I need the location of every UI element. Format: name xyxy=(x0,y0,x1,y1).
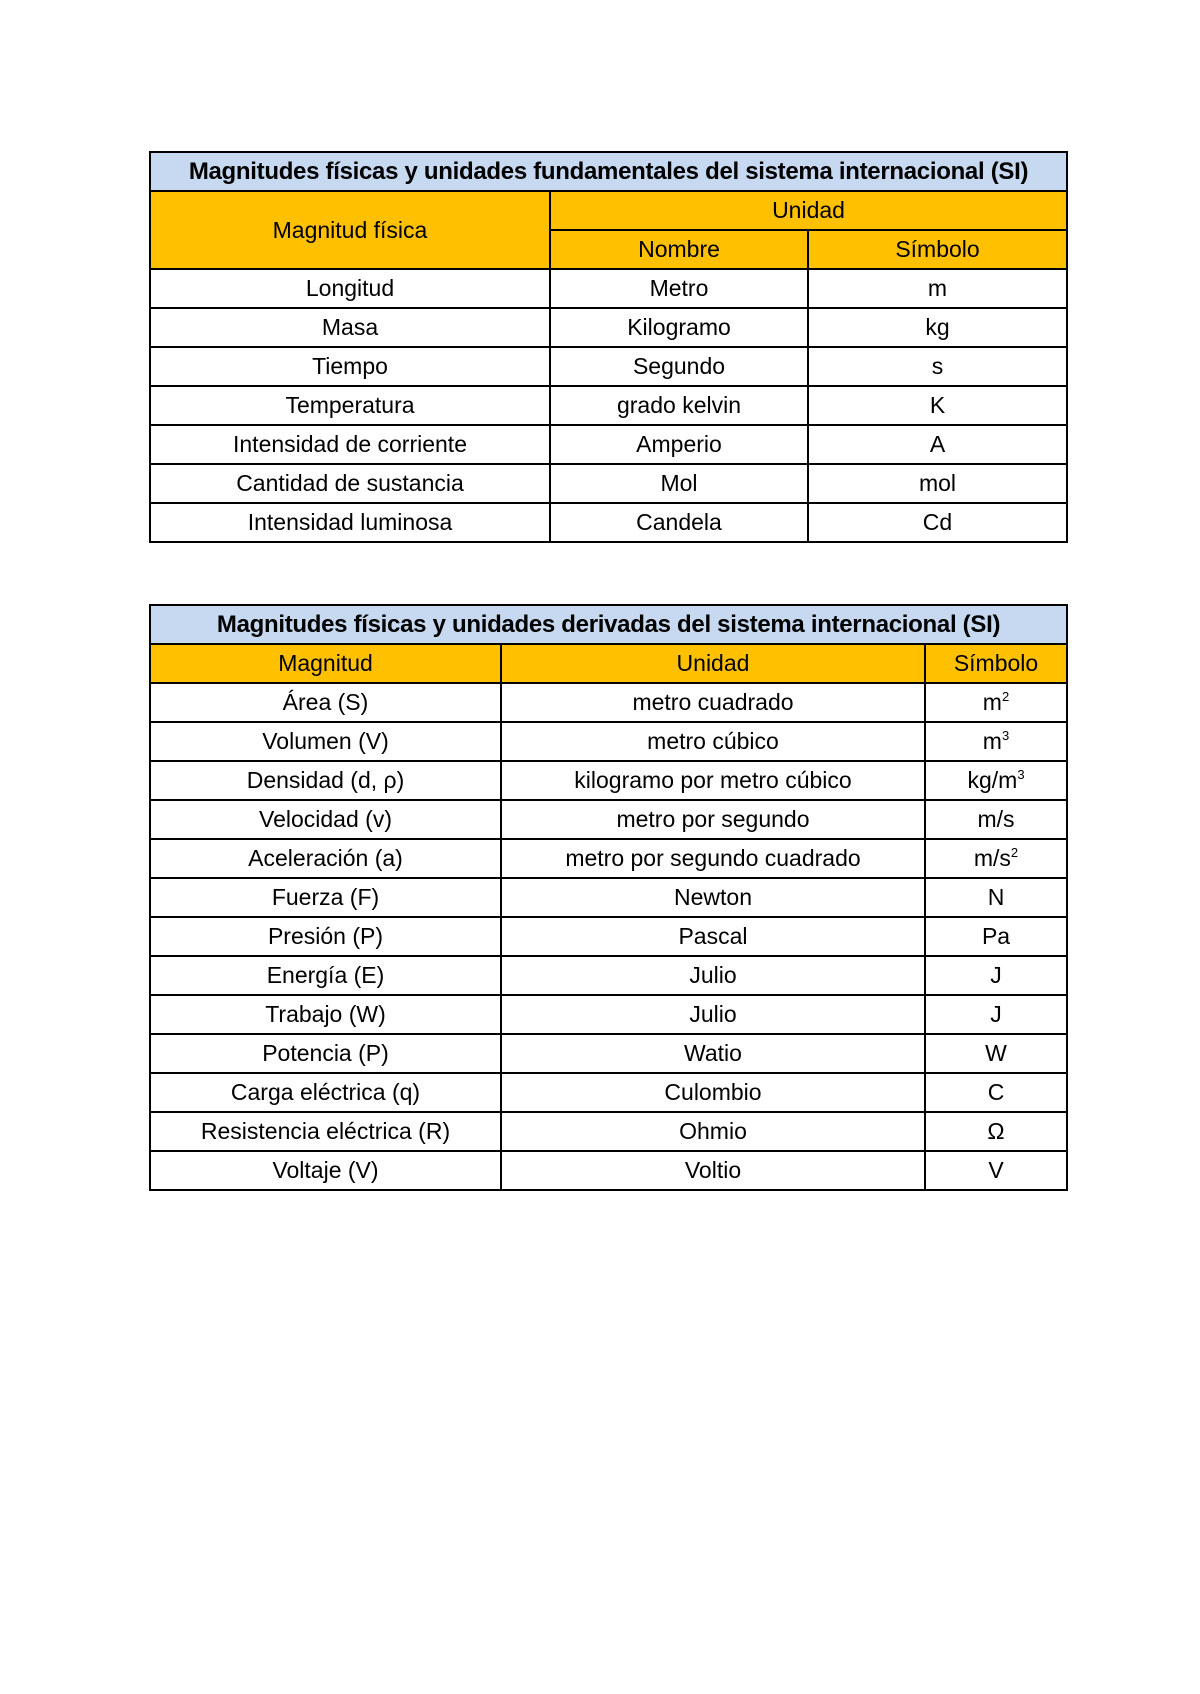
symbol-cell xyxy=(925,1034,1067,1073)
magnitude-cell xyxy=(150,722,501,761)
unit-cell xyxy=(501,800,925,839)
table-row xyxy=(150,386,1067,425)
table1-title: Magnitudes físicas y unidades fundamentales del sistema internacional (SI) xyxy=(150,152,1067,191)
fundamental-units-table xyxy=(149,151,1068,543)
unit-cell-text: Julio xyxy=(689,1001,737,1027)
magnitude-cell-text: Potencia (P) xyxy=(262,1040,389,1066)
table-row xyxy=(150,1151,1067,1190)
table-row xyxy=(150,1112,1067,1151)
magnitude-cell xyxy=(150,761,501,800)
unit-cell xyxy=(501,1034,925,1073)
table-row xyxy=(150,683,1067,722)
magnitude-cell xyxy=(150,878,501,917)
symbol-cell-text: m/s xyxy=(973,845,1011,871)
magnitude-cell-text: Presión (P) xyxy=(267,923,384,949)
symbol-cell-text: J xyxy=(990,962,1002,988)
table2-title: Magnitudes físicas y unidades derivadas del sistema internacional (SI) xyxy=(150,605,1067,644)
unit-cell-text: metro por segundo xyxy=(616,806,810,832)
magnitude-cell-text: Resistencia eléctrica (R) xyxy=(200,1118,451,1144)
symbol-cell-text: m xyxy=(927,275,948,301)
symbol-cell xyxy=(925,761,1067,800)
symbol-exponent: 3 xyxy=(1001,728,1010,743)
unit-name-cell xyxy=(550,425,808,464)
unit-cell xyxy=(501,839,925,878)
unit-name-cell-text: Mol xyxy=(660,470,698,496)
symbol-cell-text: K xyxy=(929,392,946,418)
symbol-cell xyxy=(808,347,1067,386)
symbol-cell xyxy=(925,839,1067,878)
magnitude-cell xyxy=(150,425,550,464)
symbol-cell xyxy=(808,386,1067,425)
unit-name-cell xyxy=(550,269,808,308)
table1-header-name: Nombre xyxy=(550,230,808,269)
symbol-cell-text: Ω xyxy=(987,1118,1005,1144)
magnitude-cell-text: Aceleración (a) xyxy=(248,845,403,871)
table-row xyxy=(150,464,1067,503)
magnitude-cell-text: Área (S) xyxy=(282,689,369,715)
symbol-cell-text: m/s xyxy=(977,806,1015,832)
magnitude-cell xyxy=(150,839,501,878)
magnitude-cell-text: Temperatura xyxy=(285,392,415,418)
symbol-cell xyxy=(925,683,1067,722)
magnitude-cell xyxy=(150,1034,501,1073)
symbol-cell-text: kg xyxy=(925,314,950,340)
table-row xyxy=(150,347,1067,386)
unit-cell-text: Culombio xyxy=(664,1079,762,1105)
magnitude-cell-text: Volumen (V) xyxy=(262,728,389,754)
magnitude-cell xyxy=(150,917,501,956)
magnitude-cell xyxy=(150,800,501,839)
derived-units-table xyxy=(149,604,1068,1191)
symbol-cell xyxy=(925,995,1067,1034)
symbol-cell xyxy=(925,878,1067,917)
unit-cell xyxy=(501,917,925,956)
table1-header-unit: Unidad xyxy=(550,191,1067,230)
unit-cell xyxy=(501,1112,925,1151)
table-row xyxy=(150,878,1067,917)
unit-name-cell-text: Segundo xyxy=(632,353,726,379)
table-row xyxy=(150,761,1067,800)
symbol-exponent: 2 xyxy=(1010,845,1019,860)
unit-name-cell xyxy=(550,386,808,425)
unit-cell-text: kilogramo por metro cúbico xyxy=(574,767,852,793)
table-row xyxy=(150,308,1067,347)
magnitude-cell xyxy=(150,1073,501,1112)
magnitude-cell-text: Intensidad de corriente xyxy=(233,431,467,457)
symbol-cell xyxy=(808,269,1067,308)
symbol-cell xyxy=(925,1112,1067,1151)
unit-name-cell xyxy=(550,503,808,542)
unit-cell-text: Julio xyxy=(689,962,737,988)
symbol-cell-text: mol xyxy=(918,470,957,496)
unit-cell xyxy=(501,683,925,722)
unit-cell-text: Pascal xyxy=(678,923,748,949)
symbol-cell xyxy=(925,800,1067,839)
magnitude-cell-text: Densidad (d, ρ) xyxy=(246,767,405,793)
table1-header-symbol: Símbolo xyxy=(808,230,1067,269)
symbol-cell xyxy=(925,956,1067,995)
symbol-cell-text: J xyxy=(990,1001,1002,1027)
symbol-cell-text: W xyxy=(985,1040,1007,1066)
unit-cell-text: metro cúbico xyxy=(647,728,779,754)
symbol-cell xyxy=(808,503,1067,542)
unit-name-cell-text: Amperio xyxy=(636,431,722,457)
magnitude-cell xyxy=(150,995,501,1034)
symbol-cell xyxy=(925,1151,1067,1190)
magnitude-cell xyxy=(150,269,550,308)
magnitude-cell xyxy=(150,1151,501,1190)
unit-cell-text: Ohmio xyxy=(679,1118,747,1144)
unit-cell-text: metro por segundo cuadrado xyxy=(565,845,861,871)
table-row xyxy=(150,425,1067,464)
table-row xyxy=(150,995,1067,1034)
magnitude-cell-text: Intensidad luminosa xyxy=(247,509,453,535)
symbol-cell-text: Cd xyxy=(922,509,953,535)
symbol-exponent: 2 xyxy=(1001,689,1010,704)
table-row xyxy=(150,1034,1067,1073)
table-row xyxy=(150,956,1067,995)
table-row xyxy=(150,1073,1067,1112)
unit-name-cell xyxy=(550,464,808,503)
magnitude-cell xyxy=(150,308,550,347)
magnitude-cell xyxy=(150,683,501,722)
table2-body xyxy=(150,683,1067,1190)
unit-cell xyxy=(501,1073,925,1112)
unit-cell xyxy=(501,995,925,1034)
symbol-cell xyxy=(808,425,1067,464)
unit-cell-text: Voltio xyxy=(684,1157,742,1183)
symbol-cell xyxy=(925,917,1067,956)
symbol-cell xyxy=(925,722,1067,761)
unit-name-cell-text: Metro xyxy=(649,275,709,301)
unit-cell-text: Watio xyxy=(684,1040,742,1066)
table-row xyxy=(150,269,1067,308)
unit-cell xyxy=(501,878,925,917)
unit-name-cell-text: Candela xyxy=(636,509,722,535)
unit-cell xyxy=(501,761,925,800)
unit-cell xyxy=(501,722,925,761)
magnitude-cell xyxy=(150,386,550,425)
unit-name-cell xyxy=(550,347,808,386)
table2-header-unit: Unidad xyxy=(501,644,925,683)
magnitude-cell-text: Carga eléctrica (q) xyxy=(230,1079,421,1105)
magnitude-cell-text: Trabajo (W) xyxy=(265,1001,386,1027)
symbol-cell-text: s xyxy=(931,353,944,379)
symbol-cell-text: V xyxy=(988,1157,1004,1183)
symbol-cell-text: A xyxy=(929,431,946,457)
symbol-cell-text: Pa xyxy=(981,923,1011,949)
symbol-cell-text: C xyxy=(987,1079,1005,1105)
table2-header-symbol: Símbolo xyxy=(925,644,1067,683)
table1-body xyxy=(150,269,1067,542)
magnitude-cell xyxy=(150,503,550,542)
symbol-cell xyxy=(925,1073,1067,1112)
magnitude-cell xyxy=(150,956,501,995)
magnitude-cell-text: Cantidad de sustancia xyxy=(236,470,464,496)
unit-cell xyxy=(501,1151,925,1190)
table-row xyxy=(150,503,1067,542)
table-row xyxy=(150,722,1067,761)
table2-header-magnitude: Magnitud xyxy=(150,644,501,683)
unit-cell-text: Newton xyxy=(674,884,752,910)
symbol-cell-text: m xyxy=(982,689,1002,715)
magnitude-cell-text: Longitud xyxy=(305,275,395,301)
magnitude-cell-text: Velocidad (v) xyxy=(259,806,392,832)
magnitude-cell-text: Masa xyxy=(321,314,379,340)
symbol-cell-text: N xyxy=(987,884,1005,910)
unit-name-cell xyxy=(550,308,808,347)
unit-name-cell-text: grado kelvin xyxy=(616,392,742,418)
magnitude-cell xyxy=(150,464,550,503)
unit-cell xyxy=(501,956,925,995)
magnitude-cell xyxy=(150,1112,501,1151)
table-row xyxy=(150,839,1067,878)
magnitude-cell-text: Energía (E) xyxy=(266,962,385,988)
magnitude-cell-text: Tiempo xyxy=(312,353,388,379)
symbol-exponent: 3 xyxy=(1017,767,1025,782)
table-row xyxy=(150,917,1067,956)
table-row xyxy=(150,800,1067,839)
symbol-cell-text: kg/m xyxy=(967,767,1018,793)
unit-name-cell-text: Kilogramo xyxy=(627,314,731,340)
unit-cell-text: metro cuadrado xyxy=(632,689,794,715)
table1-header-magnitude: Magnitud física xyxy=(150,191,550,269)
magnitude-cell-text: Voltaje (V) xyxy=(272,1157,379,1183)
symbol-cell-text: m xyxy=(982,728,1002,754)
symbol-cell xyxy=(808,308,1067,347)
symbol-cell xyxy=(808,464,1067,503)
magnitude-cell xyxy=(150,347,550,386)
magnitude-cell-text: Fuerza (F) xyxy=(271,884,380,910)
